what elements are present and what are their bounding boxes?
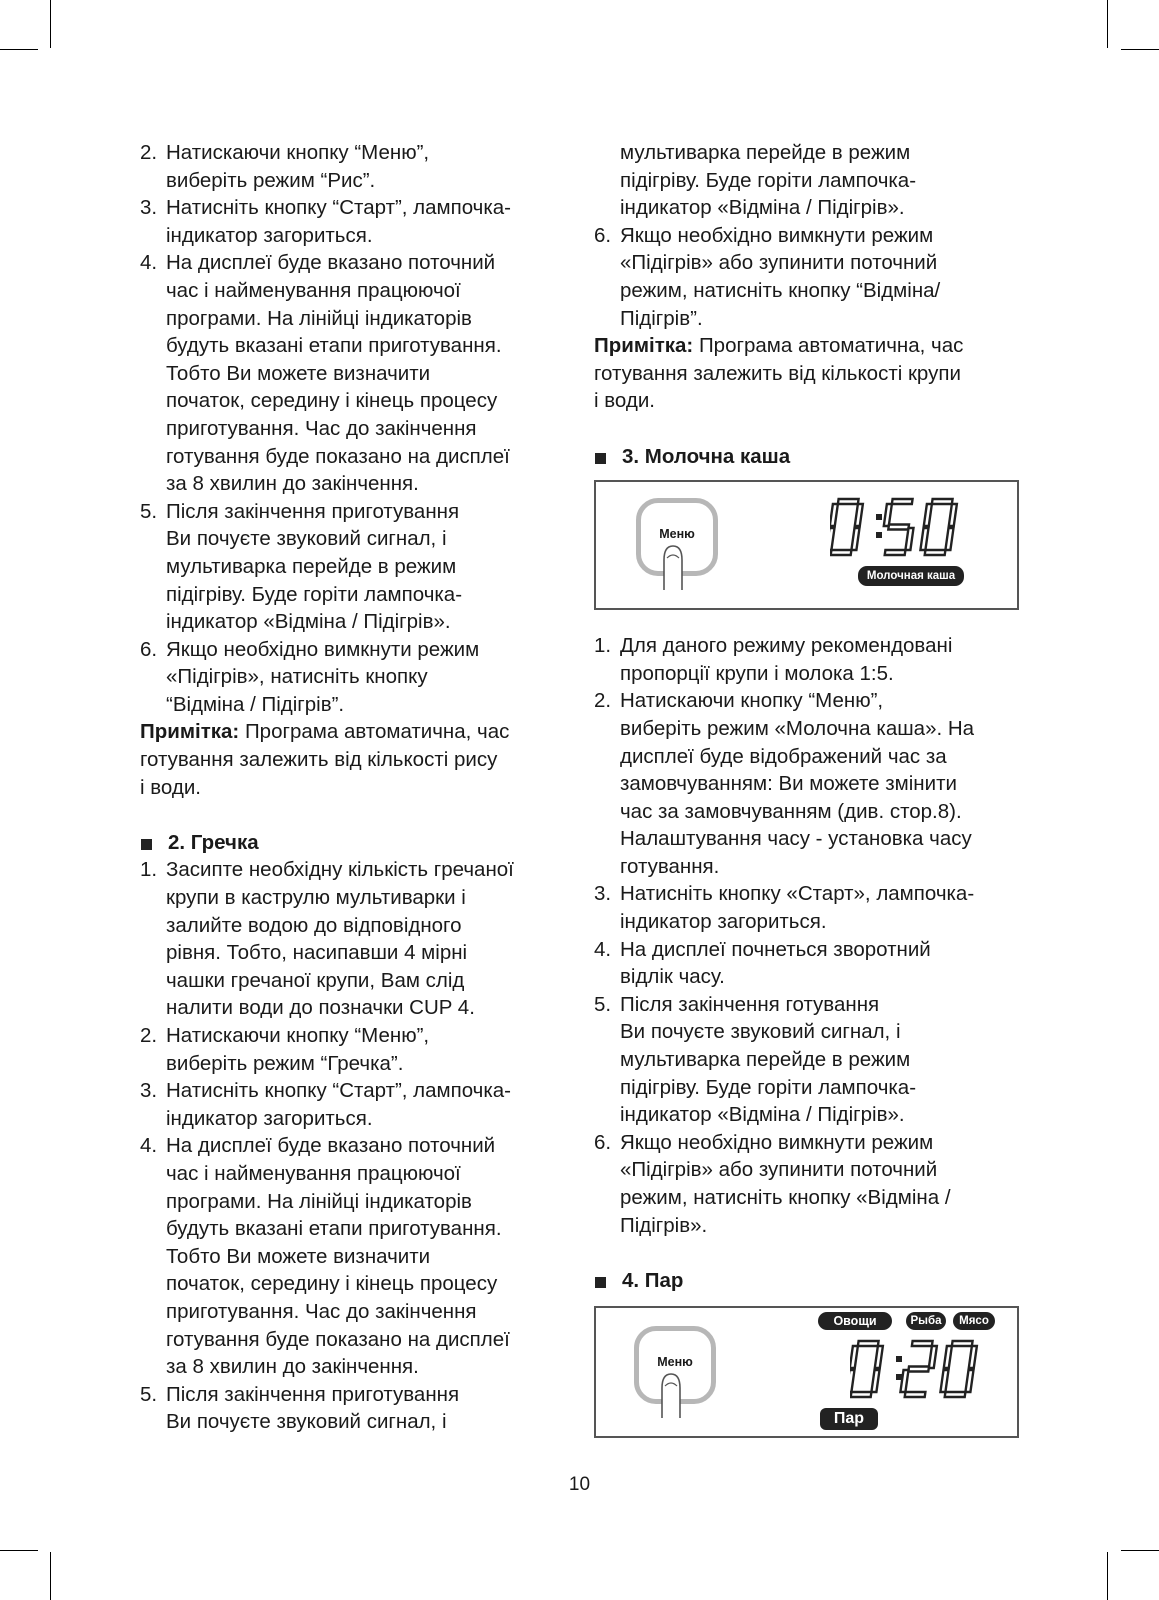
list-item-number: 4. [594,937,612,961]
list-item [594,880,1024,935]
crop-mark [0,49,38,50]
list-item [140,636,570,719]
buckwheat-steps-list-cont [594,222,1024,332]
rice-note [140,718,570,801]
square-bullet-icon [595,1277,606,1288]
list-item-number: 5. [140,499,158,523]
badge-fish: Рыба [906,1312,946,1330]
crop-mark [50,0,51,48]
list-item-number: 6. [594,223,612,247]
rice-steps-list [140,139,570,718]
list-item-text: Якщо необхідно вимкнути режим «Підігрів», натисніть кнопку “Відміна / Підігрів”. [166,637,480,716]
continuation-text: мультиварка перейде в режим підігріву. Буде горіти лампочка- індикатор «Відміна / Підігрів». [620,141,917,220]
list-item-text: На дисплеї буде вказано поточний час і найменування працюючої програми. На лінійці індикаторів будуть вказані етапи приготування. Тобто Ви можете визначити початок, середину і кінець процесу приготування. Час до закінчення готування буде показано на дисплеї за 8 хвилин до закінчення. [166,1134,510,1379]
seven-segment-display [830,496,970,558]
crop-mark [0,1550,38,1551]
list-item-text: На дисплеї буде вказано поточний час і найменування працюючої програми. На лінійці індикаторів будуть вказані етапи приготування. Тобто Ви можете визначити початок, середину і кінець процесу приготування. Час до закінчення готування буде показано на дисплеї за 8 хвилин до закінчення. [166,251,510,496]
list-item [594,936,1024,991]
note-text: Програма автоматична, час готування залежить від кількості рису і води. [140,720,510,799]
finger-press-icon [656,1368,686,1418]
crop-mark [1107,0,1108,48]
list-item-text: На дисплеї почнеться зворотний відлік часу. [620,937,931,989]
list-item-text: Натискаючи кнопку “Меню”, виберіть режим «Молочна каша». На дисплеї буде відображений час за замовчуванням: Ви можете змінити час за замовчуванням (див. стор.8). Налаштування часу - установка часу готування. [620,689,975,878]
list-item [140,1022,570,1077]
badge-milk-porridge: Молочная каша [858,566,964,586]
list-item-number: 3. [140,196,158,220]
crop-mark [1121,1550,1159,1551]
list-item-number: 3. [594,882,612,906]
list-item-text: Натисніть кнопку “Старт”, лампочка- індикатор загориться. [166,196,512,247]
crop-mark [1107,1552,1108,1600]
list-item-number: 6. [594,1130,612,1154]
square-bullet-icon [141,839,152,850]
note-label: Примітка: [140,720,240,744]
list-item-number: 3. [140,1079,158,1103]
list-item-number: 4. [140,251,158,275]
list-item-text: Натискаючи кнопку “Меню”, виберіть режим “Рис”. [166,141,430,192]
menu-label: Меню [659,527,695,542]
display-panel-steam [594,1306,1019,1438]
milk-porridge-steps-list [594,632,1024,1239]
list-item [140,194,570,249]
buckwheat-note [594,332,1024,415]
list-item-number: 2. [140,141,158,164]
finger-press-icon [658,540,688,590]
crop-mark [1121,49,1159,50]
list-item [594,991,1024,1129]
list-item-text: Після закінчення приготування Ви почуєте звуковий сигнал, і мультиварка перейде в режим підігріву. Буде горіти лампочка- індикатор «Відміна / Підігрів». [166,499,463,634]
list-item-text: Натисніть кнопку “Старт”, лампочка- індикатор загориться. [166,1079,512,1130]
list-item [140,498,570,636]
list-item [140,1381,570,1436]
list-item-text: Після закінчення приготування Ви почуєте звуковий сигнал, і [166,1382,460,1434]
section-heading-milk-porridge: 3. Молочна каша [594,443,1024,471]
list-item [140,1132,570,1380]
left-column [140,139,570,1436]
note-text: Програма автоматична, час готування залежить від кількості крупи і води. [594,334,964,413]
crop-mark [50,1552,51,1600]
list-item [594,687,1024,880]
list-item [594,632,1024,687]
list-item-text: Якщо необхідно вимкнути режим «Підігрів» або зупинити поточний режим, натисніть кнопку «Відміна / Підігрів». [620,1130,951,1237]
list-item-text: Натисніть кнопку «Старт», лампочка- індикатор загориться. [620,882,975,934]
list-item-number: 5. [140,1382,158,1406]
buckwheat-steps-list [140,856,570,1435]
list-item-number: 5. [594,992,612,1016]
digits-svg [850,1341,977,1397]
section-heading-steam: 4. Пар [594,1267,1024,1295]
list-item [594,222,1024,332]
list-item-number: 6. [140,637,158,661]
badge-steam: Пар [820,1408,878,1430]
list-item-text: Засипте необхідну кількість гречаної крупи в каструлю мультиварки і залийте водою до відповідного рівня. Тобто, насипавши 4 мірні чашки гречаної крупи, Вам слід налити води до позначки CUP 4. [166,858,514,1020]
list-item-number: 2. [594,689,612,713]
list-item-number: 1. [140,858,158,882]
square-bullet-icon [595,453,606,464]
menu-label: Меню [657,1355,693,1370]
list-item-text: Після закінчення готування Ви почуєте звуковий сигнал, і мультиварка перейде в режим підігріву. Буде горіти лампочка- індикатор «Відміна / Підігрів». [620,992,917,1127]
right-column [594,139,1024,1438]
list-item [140,856,570,1022]
seven-segment-display [850,1338,990,1400]
list-item-number: 1. [594,634,612,658]
list-item [140,249,570,497]
badge-meat: Мясо [953,1312,995,1330]
list-item-text: Якщо необхідно вимкнути режим «Підігрів» або зупинити поточний режим, натисніть кнопку “Відміна/ Підігрів”. [620,223,941,330]
list-item-text: Натискаючи кнопку “Меню”, виберіть режим “Гречка”. [166,1024,430,1075]
digits-svg [830,499,957,555]
list-item-text: Для даного режиму рекомендовані пропорції крупи і молока 1:5. [620,634,953,685]
list-item [140,1077,570,1132]
note-label: Примітка: [594,334,694,358]
display-panel-milk-porridge [594,480,1019,610]
badge-vegetables: Овощи [818,1312,892,1330]
section-heading-buckwheat: 2. Гречка [140,829,570,857]
list-item [140,139,570,194]
list-item [594,1129,1024,1239]
list-item-number: 2. [140,1024,158,1047]
page-number: 10 [568,1474,591,1495]
list-item-number: 4. [140,1134,158,1158]
